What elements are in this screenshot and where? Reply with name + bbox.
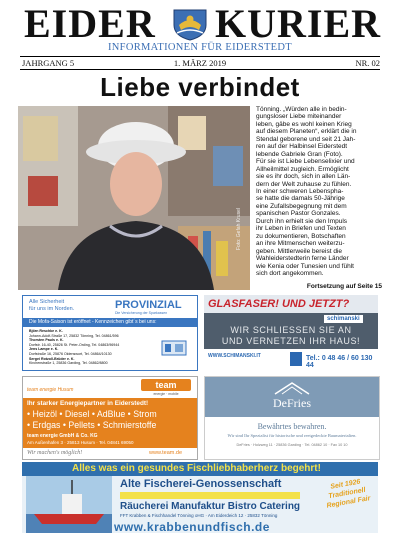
glas-brand: schimanski [324,315,363,323]
article-line: zu dokumentieren, Botschaften [256,232,346,240]
article-line: sie es ihr doch, sich in allen Län- [256,173,351,181]
team-headline: Ihr starker Energiepartner in Eiderstedt! [27,400,149,407]
article-line: sich dort angekommen. [256,269,324,277]
prov-agent-line: Kirchenstraße 1, 25836 Garding, Tel. 04862/8800 [29,361,108,366]
prov-bar: Die Mofa-Saison ist eröffnet - Kennzeichen gibt´s bei uns: [23,318,198,327]
prov-agent-line: Dorfstr. 16-40, 25826 St. Peter-Ording, Tel. 04863/96944 [29,342,120,347]
prov-agent-line: Johann-Adolf-Straße 17, 25832 Tönning, Tel. 04861/596 [29,333,119,338]
masthead-title-left: EIDER [24,1,156,46]
fish-address: FFT Krabben & Fischhandel Tönning oHG · Am Eiderdeich 12 · 25832 Tönning [120,513,278,518]
team-brand-sub: energie · mobile [153,392,179,396]
glas-line1: WIR SCHLIESSEN SIE AN [230,325,352,335]
defries-brand: DeFries [273,396,311,410]
photo-credit: Foto: Gefah Krusel [236,208,242,250]
defries-sub: Wir sind Ihr Spezialist für historische und reetgedeckte Baumaterialien. [227,433,357,438]
article-line: ren auf der Halbinsel Eiderstedt [256,143,348,151]
issue-date: 1. MÄRZ 2019 [173,58,227,68]
masthead [0,0,400,70]
article-line: auf diesem Planeten“, erklärt die in [256,128,357,136]
team-products-1: • Heizöl • Diesel • AdBlue • Strom [27,409,157,419]
fish-badge: Seit 1926 Traditionell Regional Fair [326,478,372,510]
masthead-rule-bottom [20,69,380,70]
prov-slogan-1: Alle Sicherheit [29,299,65,305]
article-line: lebende Gabriele Gran (Foto). [256,150,343,158]
crest-icon [171,7,209,41]
defries-contact: DeFries · Holzweg 11 · 25836 Garding · Tel. 04862 10 · Fax 10 10 [236,443,348,447]
article-photo [18,106,250,290]
prov-slogan-2: für uns im Norden. [29,306,75,312]
issue-number: NR. 02 [355,58,380,68]
continued-note: Fortsetzung auf Seite 15 [306,283,382,290]
roof-logo-icon [273,381,311,395]
masthead-rule [20,56,380,57]
glas-it-icon [290,352,302,366]
fish-web[interactable]: www.krabbenundfisch.de [114,520,270,533]
prov-brand: PROVINZIAL [115,299,182,311]
glas-web: WWW.SCHIMANSKI.IT [208,353,261,359]
prov-agent-line: Björn Reschke e. K. [29,329,63,333]
ad-team-energie[interactable] [22,376,198,460]
article-line: se hatte die damals 50-Jährige [256,195,345,203]
article-line: leben, gäbe es wohl keinen Krieg [256,120,352,128]
article-line: gungsloser Liebe miteinander [256,113,342,121]
article-line: dern der Welt zuhause zu fühlen. [256,180,352,188]
team-web[interactable]: www.team.de [149,450,183,456]
article-body [256,106,382,277]
prov-brand-sub: Die Versicherung der Sparkassen [115,311,168,315]
fish-name: Alte Fischerei-Genossenschaft [120,478,282,490]
article-line: wie Kenia oder Tunesien und fühlt [256,262,354,270]
prov-agent-line: Jens Lampe e. K. [29,347,59,352]
team-products-2: • Erdgas • Pellets • Schmierstoffe [27,420,157,430]
glas-line2: UND VERNETZEN IHR HAUS! [221,336,361,346]
prov-agent-line: Thorsten Pauls e. K. [29,338,64,343]
ad-defries[interactable] [204,376,380,460]
article-line: spanischen Pastor Gonzales. [256,210,341,218]
article-line: Stendal geborene und seit 21 Jah- [256,135,356,143]
headline: Liebe verbindet [100,72,300,102]
defries-slogan: Bewährtes bewahren. [257,422,327,431]
fish-headline: Alles was ein gesundes Fischliebhaberherz begehrt! [72,463,321,474]
article-line: an ihre Mitmenschen weiterzu- [256,240,345,248]
fish-line: Räucherei Manufaktur Bistro Catering [120,501,301,512]
article-line: Tönning. „Würden alle in bedin- [256,106,347,113]
glas-phone: Tel.: 0 48 46 / 60 130 44 [306,355,373,369]
prov-agent-line: Sergei Rotzoll-Brüder e. K. [29,356,75,361]
article-line: eine Zufallsbegegnung mit dem [256,202,347,210]
team-brand: team [141,379,191,391]
team-company: team energie GmbH & Co. KG [27,433,98,439]
team-address: Am Außenhafen 3 · 25813 Husum · Tel. 04841 69050 [27,440,134,445]
masthead-subtitle: INFORMATIONEN FÜR EIDERSTEDT [108,42,292,53]
article-line: ihr Leben in Briefen und Texten [256,225,346,233]
article-line: Wahleiderstedterin ferne Länder [256,255,349,263]
prov-agent-line: Dorfstraße 16, 25876 Oldenswort, Tel. 04864/10130 [29,351,112,356]
moped-plate-icon [161,340,187,356]
glas-headline: GLASFASER! UND JETZT? [208,298,350,310]
issue-year: JAHRGANG 5 [22,58,75,68]
ad-glasfaser[interactable] [204,295,378,369]
team-location: team energie Husum [27,387,74,393]
ad-fischerei[interactable] [22,462,378,533]
article-line: Durch ihn erhielt sie den Impuls [256,217,348,225]
article-line: In einer schweren Lebenspha- [256,187,344,195]
prov-agents [29,329,119,366]
fishing-boat-image [26,476,112,533]
article-line: Für sie ist Liebe Lebenselixier und [256,158,355,166]
ad-provinzial[interactable] [22,295,198,371]
team-tagline: Wir machen's möglich! [27,450,83,456]
article-line: geben. Mittlerweile bereist die [256,247,342,255]
masthead-title-right: KURIER [215,1,382,46]
article-line: Allheilmittel zugleich. Ermöglicht [256,165,349,173]
